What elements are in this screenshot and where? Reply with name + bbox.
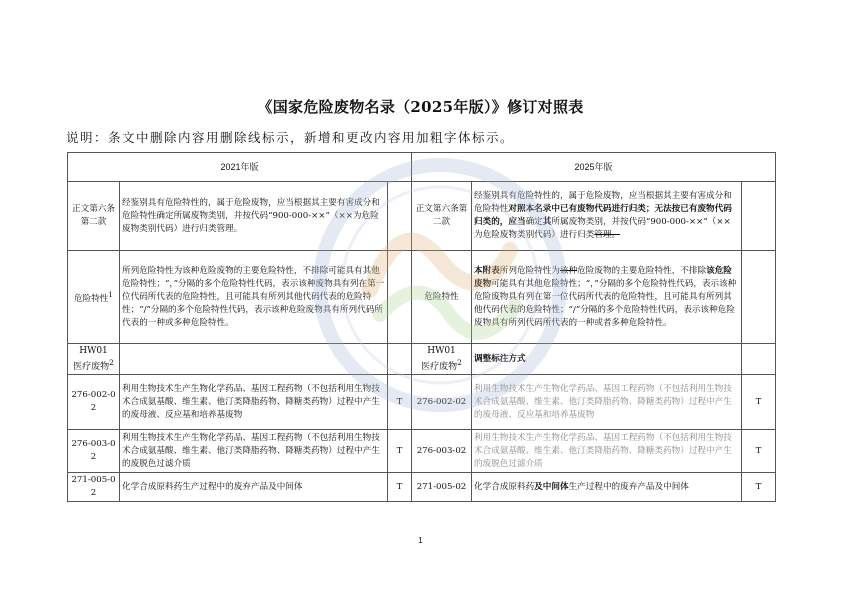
row-label-old: 正文第六条第二款 bbox=[68, 182, 120, 251]
row-label-old bbox=[68, 251, 120, 344]
row-text-new bbox=[472, 182, 742, 251]
text-segment: 可能具有其他危险特性；“，”分隔的多个危险特性代码，表示该种危险废物具有列在第一位代码所代表的危险特性，且可能具有所列其他代码代表的危险特性；“/”分隔的多个危险特性代码，表示该种危险废物具有所列代码所代表的一种或者多种危险特性。 bbox=[474, 278, 737, 328]
waste-code-new: 276-002-02 bbox=[412, 375, 472, 430]
table-row bbox=[68, 430, 776, 473]
text-segment: 化学合成原料药 bbox=[474, 481, 535, 492]
category-name: 医疗废物 bbox=[73, 362, 110, 372]
header-2021: 2021年版 bbox=[68, 153, 412, 182]
empty-cell bbox=[388, 251, 412, 344]
row-text-new bbox=[472, 251, 742, 344]
text-segment: 生产过程中的废弃产品及中间体 bbox=[568, 481, 689, 492]
explanation-note: 说明：条文中删除内容用删除线标示，新增和更改内容用加粗字体标示。 bbox=[66, 130, 515, 145]
page-number: 1 bbox=[418, 536, 423, 545]
row-label-new: 危险特性 bbox=[412, 251, 472, 344]
row-text-old: 经鉴别具有危险特性的，属于危险废物，应当根据其主要有害成分和危险特性确定所属废物类别，并按代码“900-000-××”（××为危险废物类别代码）进行归类管理。 bbox=[120, 182, 388, 251]
change-note: 调整标注方式 bbox=[472, 344, 742, 375]
empty-cell bbox=[120, 344, 388, 375]
table-row bbox=[68, 473, 776, 502]
deleted-text: 管理。 bbox=[594, 230, 621, 240]
header-2025: 2025年版 bbox=[412, 153, 776, 182]
row-label-new: 正文第六条第二款 bbox=[412, 182, 472, 251]
category-code: HW01 bbox=[427, 346, 456, 356]
added-text: 对照本名录中已有废物代码进行归类；无法按已有废物代码归类的，应当 bbox=[474, 204, 732, 227]
hazard-code-old: T bbox=[388, 473, 412, 502]
waste-code-old: 276-003-02 bbox=[68, 430, 120, 473]
table-row bbox=[68, 182, 776, 251]
text-segment: 所属废物类别，并按代码“900-000-××”（××为危险废物类别代码）进行归类 bbox=[474, 217, 731, 240]
category-code: HW01 bbox=[79, 346, 108, 356]
empty-cell bbox=[742, 344, 776, 375]
text-segment: 所列危险特性为 bbox=[499, 265, 560, 276]
added-text: 其 bbox=[542, 217, 552, 227]
label-text: 危险特性 bbox=[74, 293, 109, 304]
table-row bbox=[68, 344, 776, 375]
added-text: 本附表 bbox=[474, 265, 500, 276]
hazard-code-old: T bbox=[388, 430, 412, 473]
category-cell-new bbox=[412, 344, 472, 375]
hazard-code-new: T bbox=[742, 473, 776, 502]
text-segment: 确定 bbox=[525, 217, 543, 227]
table-row bbox=[68, 375, 776, 430]
waste-desc-new: 利用生物技术生产生物化学药品、基因工程药物（不包括利用生物技术合成氨基酸、维生素、他汀类降脂药物、降糖类药物）过程中产生的废脱色过滤介质 bbox=[472, 430, 742, 473]
hazard-code-new: T bbox=[742, 430, 776, 473]
text-segment: 危险废物的主要危险特性，不排除 bbox=[577, 265, 707, 276]
deleted-text: 该种 bbox=[559, 265, 578, 276]
waste-code-new: 271-005-02 bbox=[412, 473, 472, 502]
waste-code-new: 276-003-02 bbox=[412, 430, 472, 473]
empty-cell bbox=[742, 251, 776, 344]
waste-code-old: 271-005-02 bbox=[68, 473, 120, 502]
added-text: 该危险废物 bbox=[474, 265, 732, 289]
document-title: 《国家危险废物名录（2025年版）》修订对照表 bbox=[257, 98, 584, 116]
hazard-code-new: T bbox=[742, 375, 776, 430]
added-text: 及中间体 bbox=[534, 481, 569, 492]
empty-cell bbox=[388, 344, 412, 375]
category-cell-old bbox=[68, 344, 120, 375]
empty-cell bbox=[742, 182, 776, 251]
footnote-marker: 2 bbox=[457, 358, 462, 367]
category-name: 医疗废物 bbox=[421, 362, 458, 372]
waste-desc-old: 利用生物技术生产生物化学药品、基因工程药物（不包括利用生物技术合成氨基酸、维生素、他汀类降脂药物、降糖类药物）过程中产生的废脱色过滤介质 bbox=[120, 430, 388, 473]
text-segment: 经鉴别具有危险特性的，属于危险废物，应当根据其主要有害成分和危险特性 bbox=[474, 191, 732, 214]
waste-desc-old: 化学合成原料药生产过程中的废弃产品及中间体 bbox=[120, 473, 388, 502]
comparison-table bbox=[67, 152, 776, 502]
footnote-marker: 1 bbox=[108, 290, 113, 300]
empty-cell bbox=[388, 182, 412, 251]
table-header-row bbox=[68, 153, 776, 182]
waste-desc-new bbox=[472, 473, 742, 502]
hazard-code-old: T bbox=[388, 375, 412, 430]
footnote-marker: 2 bbox=[109, 358, 114, 367]
waste-code-old: 276-002-02 bbox=[68, 375, 120, 430]
waste-desc-new: 利用生物技术生产生物化学药品、基因工程药物（不包括利用生物技术合成氨基酸、维生素、他汀类降脂药物、降糖类药物）过程中产生的废母液、反应基和培养基废物 bbox=[472, 375, 742, 430]
table-row bbox=[68, 251, 776, 344]
waste-desc-old: 利用生物技术生产生物化学药品、基因工程药物（不包括利用生物技术合成氨基酸、维生素、他汀类降脂药物、降糖类药物）过程中产生的废母液、反应基和培养基废物 bbox=[120, 375, 388, 430]
row-text-old: 所列危险特性为该种危险废物的主要危险特性，不排除可能具有其他危险特性；“，”分隔的多个危险特性代码，表示该种废物具有列在第一位代码所代表的危险特性，且可能具有所列其他代码代表的危险特性；“/”分隔的多个危险特性代码，表示该种危险废物具有所列代码所代表的一种或多种危险特性。 bbox=[120, 251, 388, 344]
